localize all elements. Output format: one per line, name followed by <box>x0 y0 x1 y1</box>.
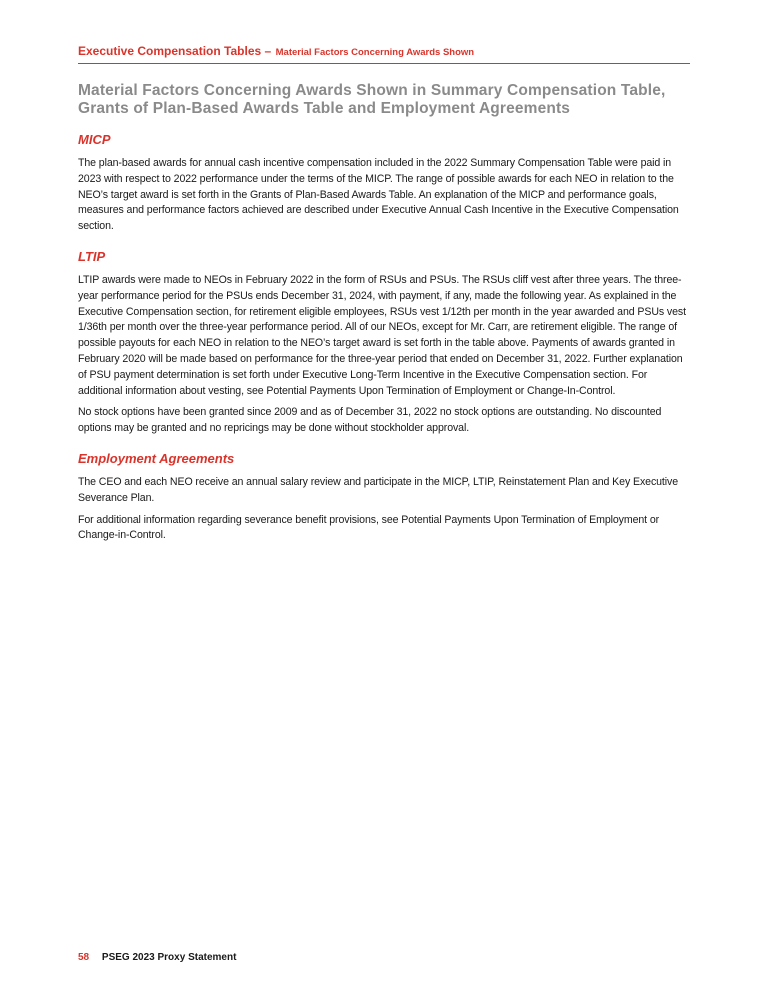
employment-paragraph-2: For additional information regarding severance benefit provisions, see Potential Payments Upon Termination of Employment or Change-in-Control. <box>78 513 660 542</box>
section-heading-ltip: LTIP <box>78 248 106 264</box>
document-title: PSEG 2023 Proxy Statement <box>101 952 237 963</box>
section-heading-employment-agreements: Employment Agreements <box>78 450 235 466</box>
employment-paragraph-1: The CEO and each NEO receive an annual salary review and participate in the MICP, LTIP, Reinstatement Plan and Key Executive Severance Plan. <box>78 475 679 504</box>
section-micp <box>78 132 690 235</box>
ltip-paragraph-1: LTIP awards were made to NEOs in February 2022 in the form of RSUs and PSUs. The RSUs cliff vest after three years. The three-year performance period for the PSUs ends December 31, 2024, with payment, if any, made the following year. As explained in the Executive Compensation section, for retirement eligible employees, RSUs vest 1/12th per month in the year awarded and PSUs vest 1/36th per month over the three-year performance period. All of our NEOs, except for Mr. Carr, are retirement eligible. The range of possible payouts for each NEO in relation to the NEO’s target award is set forth in the table above. Payments of awards granted in February 2020 will be made based on performance for the three-year period that ended on December 31, 2022. Further explanation of PSU payment determination is set forth under Executive Long-Term Incentive in the Executive Compensation section. For additional information about vesting, see Potential Payments Upon Termination of Employment or Change-In-Control. <box>78 273 686 397</box>
micp-paragraph-1: The plan-based awards for annual cash incentive compensation included in the 2022 Summary Compensation Table were paid in 2023 with respect to 2022 performance under the terms of the MICP. The range of possible awards for each NEO in relation to the NEO’s target award is set forth in the Grants of Plan-Based Awards Table. An explanation of the MICP and performance goals, measures and performance factors achieved are described under Executive Annual Cash Incentive in the Executive Compensation section. <box>78 157 679 233</box>
section-employment-agreements <box>78 451 690 544</box>
main-content <box>78 82 690 558</box>
page-number: 58 <box>78 952 90 963</box>
section-heading-micp: MICP <box>78 132 111 147</box>
running-header-section: Executive Compensation Tables – <box>78 44 272 58</box>
running-header <box>78 42 690 64</box>
page-footer <box>78 952 236 963</box>
page-title: Material Factors Concerning Awards Shown in Summary Compensation Table, Grants of Plan-Based Awards Table and Employment Agreements <box>78 82 666 117</box>
running-header-subsection: Material Factors Concerning Awards Shown <box>275 47 475 58</box>
ltip-paragraph-2: No stock options have been granted since 2009 and as of December 31, 2022 no stock options are outstanding. No discounted options may be granted and no repricings may be done without stockholder approval. <box>78 406 662 435</box>
section-ltip <box>78 249 690 437</box>
